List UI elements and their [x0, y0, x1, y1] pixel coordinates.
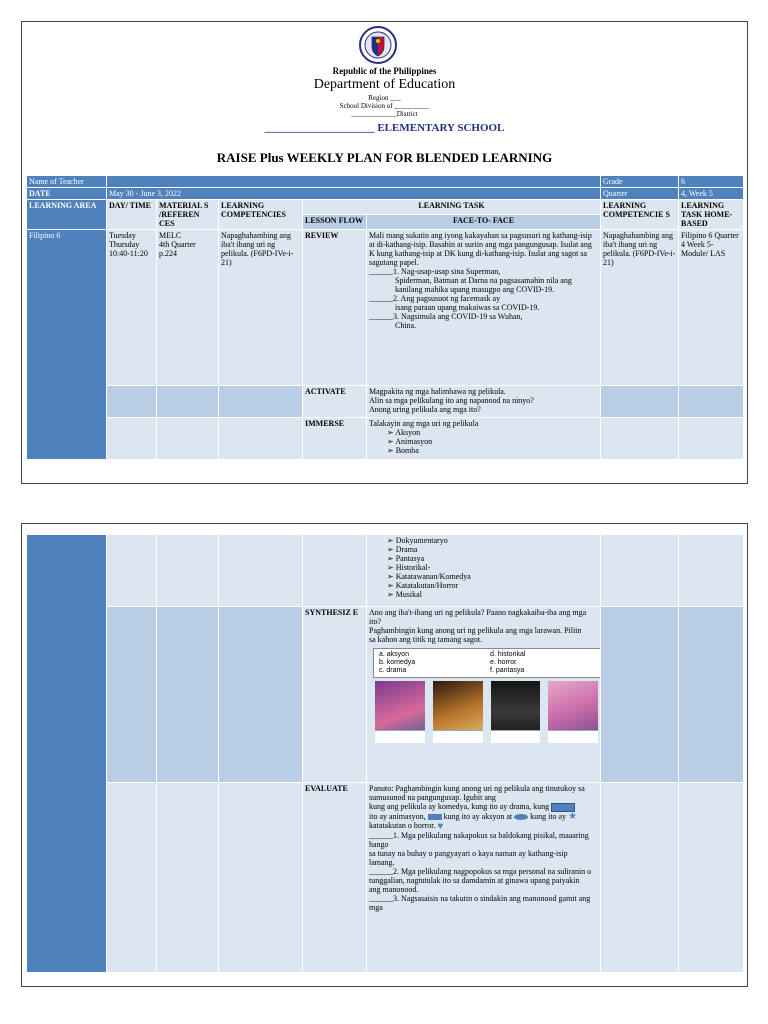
- synthesize-q2: Paghambingin kung anong uri ng pelikula ang mga larawan. Piliin: [369, 626, 582, 635]
- activate-line-3: Anong uring pelikula ang mga ito?: [369, 405, 481, 414]
- time-line: 10:40-11:20: [109, 249, 148, 258]
- immerse-intro: Talakayin ang mga uri ng pelikula: [369, 419, 479, 428]
- cell-immerse-text: [367, 418, 601, 460]
- day-line-1: Tuesday: [109, 231, 136, 240]
- value-date: May 30 - June 3, 2022: [107, 188, 601, 200]
- evaluate-line: kung ang pelikula ay komedya, kung ito ay drama, kung: [369, 802, 598, 812]
- cell-competencies: Napaghahambing ang iba't ibang uri ng pelikula. (F6PD-IVe-i-21): [219, 230, 303, 386]
- header-department: Department of Education: [313, 77, 456, 92]
- materials-line-2: 4th Quarter: [159, 240, 196, 249]
- cell-review-text: [367, 230, 601, 386]
- evaluate-line: ______2. Mga pelikulang nagpopokus sa mga personal na suliranin o: [369, 866, 592, 876]
- materials-line-3: p.224: [159, 249, 177, 258]
- header-republic: Republic of the Philippines: [332, 66, 437, 76]
- review-item-1-cont: Spiderman, Batman at Darna na pagsasamahin nila ang kanilang mahika upang masugpo ang COVID-19.: [395, 276, 572, 294]
- choice-e: e. horror: [490, 659, 517, 666]
- evaluate-line: ang manonood.: [369, 884, 419, 894]
- cell-competencies-right: Napaghahambing ang iba't ibang uri ng pelikula. (F6PD-IVe-i-21): [601, 230, 679, 386]
- cell-synthesize-text: [367, 607, 601, 783]
- header-division: School Division of __________: [339, 102, 430, 110]
- evaluate-line: sa tunay na buhay o pangyayari o kaya naman ay kathang-isip: [369, 848, 568, 858]
- cell-evaluate-text: [367, 783, 601, 973]
- header-school: ____________________ ELEMENTARY SCHOOL: [264, 122, 505, 134]
- label-date: DATE: [27, 188, 107, 200]
- cell-immerse-cont: [367, 535, 601, 607]
- col-face-to-face: FACE-TO- FACE: [367, 215, 601, 230]
- cell-materials: [157, 230, 219, 386]
- page-2: [21, 523, 748, 987]
- col-learning-area: LEARNING AREA: [27, 200, 107, 230]
- page-1: [21, 21, 748, 484]
- list-item: ➢ Katatawanan/Komedya: [369, 572, 598, 581]
- list-item: ➢ Aksyon: [369, 428, 598, 437]
- list-item: ➢ Bomba: [369, 446, 598, 455]
- flow-synthesize: SYNTHESIZ E: [303, 607, 367, 783]
- evaluate-line: ______1. Mga pelikulang nakapokus sa baldokang pisikal, maaaring hango: [369, 830, 589, 849]
- synthesize-q1: Ano ang iba't-ibang uri ng pelikula? Paano nagkakaiba-iba ang mga ito?: [369, 608, 587, 626]
- flow-review: REVIEW: [303, 230, 367, 386]
- choice-d: d. historikal: [490, 651, 526, 658]
- label-quarter: Quarter: [601, 188, 679, 200]
- col-lesson-flow: LESSON FLOW: [303, 215, 367, 230]
- review-item-3: ______3. Nagsimula ang COVID-19 sa Wuhan,: [369, 312, 523, 321]
- movie-poster-image: [433, 681, 483, 743]
- review-item-1: ______1. Nag-usap-usap sina Superman,: [369, 267, 501, 276]
- star-shape-icon: ★: [568, 811, 578, 823]
- cloud-shape-icon: [428, 814, 442, 820]
- table-row-activate: [27, 386, 744, 418]
- col-materials: MATERIAL S /REFEREN CES: [157, 200, 219, 230]
- evaluate-line: katatakutan o horror. ♥: [369, 820, 444, 832]
- movie-poster-image: [375, 681, 425, 743]
- label-teacher: Name of Teacher: [27, 176, 107, 188]
- review-item-2-cont: isang paraan upang makaiwas sa COVID-19.: [395, 303, 540, 312]
- flow-immerse: IMMERSE: [303, 418, 367, 460]
- movie-poster-image: [491, 681, 541, 743]
- evaluate-line: ______3. Nagsasaisis na takutin o sindakin ang manonood gamit ang mga: [369, 893, 591, 912]
- label-grade: Grade: [601, 176, 679, 188]
- activate-line-1: Magpakita ng mga halimbawa ng pelikula.: [369, 387, 506, 396]
- value-quarter: 4, Week 5: [679, 188, 744, 200]
- list-item: ➢ Dokyumentaryo: [369, 536, 598, 545]
- choice-a: a. aksyon: [379, 651, 409, 658]
- choices-box: [373, 648, 601, 678]
- col-day-time: DAY/ TIME: [107, 200, 157, 230]
- materials-line-1: MELC: [159, 231, 182, 240]
- evaluate-line: sumusunod na pangungusap. Iguhit ang: [369, 793, 496, 802]
- evaluate-line: Panuto: Paghambingin kung anong uri ng pelikula ang tinutukoy sa: [369, 784, 585, 793]
- heart-shape-icon: ♥: [437, 820, 444, 832]
- day-line-2: Thursday: [109, 240, 140, 249]
- weekly-plan-table-2: [26, 534, 744, 973]
- list-item: ➢ Pantasya: [369, 554, 598, 563]
- deped-seal-icon: [358, 26, 398, 64]
- list-item: ➢ Katatakutan/Horror: [369, 581, 598, 590]
- table-header-row: [27, 200, 744, 215]
- col-learning-task: LEARNING TASK: [303, 200, 601, 215]
- choice-f: f. pantasya: [490, 667, 525, 674]
- table-row: [27, 176, 744, 188]
- value-grade: 6: [679, 176, 744, 188]
- header-region: Region ___: [368, 94, 401, 102]
- evaluate-line: ito ay animasyon, kung ito ay aksyon at kung ito ay ★: [369, 811, 578, 823]
- list-item: ➢ Musikal: [369, 590, 598, 599]
- flow-evaluate: EVALUATE: [303, 783, 367, 973]
- evaluate-line: tunggalian, nagtutulak ito sa damdamin at ginawa upang paiyakin: [369, 875, 580, 885]
- list-item: ➢ Historikal-: [369, 563, 598, 572]
- cell-home-based: Filipino 6 Quarter 4 Week 5- Module/ LAS: [679, 230, 744, 386]
- header-district: _____________District: [351, 110, 418, 118]
- evaluate-line: lamang.: [369, 857, 395, 867]
- table-row: [27, 188, 744, 200]
- value-teacher: [107, 176, 601, 188]
- movie-posters: [375, 681, 598, 743]
- list-item: ➢ Animasyon: [369, 437, 598, 446]
- table-row-evaluate: [27, 783, 744, 973]
- review-instructions: Mali mang sukatin ang iyong kakayahan sa pagsusuri ng kathang-isip at di-kathang-isip. Basahin at suriin ang mga pangungusap. Isulat ang K kung kathang-isip at DK kung di-kathang-isip. Isulat ang sagot sa sagutang papel.: [369, 231, 592, 267]
- choice-c: c. drama: [379, 667, 407, 674]
- table-row-immerse: [27, 418, 744, 460]
- cell-activate-text: [367, 386, 601, 418]
- cell-day-time: [107, 230, 157, 386]
- flow-activate: ACTIVATE: [303, 386, 367, 418]
- review-item-2: ______2. Ang pagsusuot ng facemask ay: [369, 294, 501, 303]
- document-title: RAISE Plus WEEKLY PLAN FOR BLENDED LEARNING: [216, 150, 553, 165]
- movie-poster-image: [548, 681, 598, 743]
- col-competencies-right: LEARNING COMPETENCIE S: [601, 200, 679, 230]
- col-home-based: LEARNING TASK HOME-BASED: [679, 200, 744, 230]
- table-row-immerse-cont: [27, 535, 744, 607]
- oval-shape-icon: [514, 814, 528, 820]
- col-competencies: LEARNING COMPETENCIES: [219, 200, 303, 230]
- review-item-3-cont: China.: [395, 321, 417, 330]
- activate-line-2: Alin sa mga pelikulang ito ang napanood na ninyo?: [369, 396, 534, 405]
- rectangle-shape-icon: [551, 803, 575, 812]
- table-row-synthesize: [27, 607, 744, 783]
- cell-learning-area: Filipino 6: [27, 230, 107, 460]
- weekly-plan-table-1: [26, 175, 744, 460]
- list-item: ➢ Drama: [369, 545, 598, 554]
- synthesize-q3: sa kahon ang titik ng tamang sagot.: [369, 635, 483, 644]
- table-row-review: [27, 230, 744, 386]
- choice-b: b. komedya: [379, 659, 416, 666]
